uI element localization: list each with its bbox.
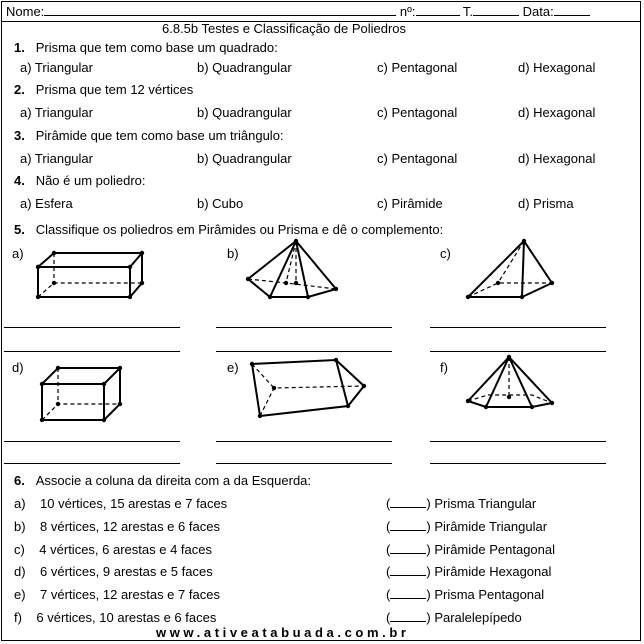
question-1-number: 1.	[14, 40, 25, 55]
q6-left-text: 6 vértices, 9 arestas e 5 faces	[40, 564, 213, 579]
name-blank[interactable]	[44, 15, 396, 16]
q6-right-item-5	[386, 587, 544, 602]
open-paren: (	[386, 496, 391, 511]
q6-left-text: 6 vértices, 10 arestas e 6 faces	[36, 610, 217, 625]
figure-b-pentagonal-pyramid	[240, 237, 350, 305]
q6-right-text: Paralelepípedo	[434, 610, 522, 625]
answer-line-d-2[interactable]	[4, 463, 180, 464]
close-paren: )	[426, 564, 431, 579]
question-2-text: Prisma que tem 12 vértices	[35, 82, 194, 97]
name-label: Nome:	[6, 4, 45, 19]
figure-e-triangular-prism	[244, 356, 370, 422]
q6-right-item-6	[386, 610, 522, 625]
question-5	[14, 222, 443, 237]
close-paren: )	[426, 610, 431, 625]
q6-right-text: Prisma Pentagonal	[434, 587, 545, 602]
q6-right-text: Pirâmide Pentagonal	[434, 542, 556, 557]
answer-line-c-2[interactable]	[430, 351, 606, 352]
q6-right-text: Pirâmide Triangular	[434, 519, 548, 534]
q4-option-a[interactable]: a) Esfera	[20, 196, 73, 211]
q2-option-d[interactable]: d) Hexagonal	[518, 105, 596, 120]
q6-left-letter: b)	[14, 519, 26, 534]
match-blank[interactable]	[390, 598, 426, 599]
class-label: T.	[462, 4, 474, 19]
answer-line-a-1[interactable]	[4, 327, 180, 328]
q6-left-item-c	[14, 542, 212, 557]
q6-left-letter: e)	[14, 587, 26, 602]
q6-right-text: Pirâmide Hexagonal	[434, 564, 552, 579]
match-blank[interactable]	[390, 553, 426, 554]
figure-c-pyramid	[460, 237, 560, 305]
q6-left-item-e	[14, 587, 220, 602]
q6-right-item-4	[386, 564, 551, 579]
q3-option-a[interactable]: a) Triangular	[20, 151, 93, 166]
q2-option-b[interactable]: b) Quadrangular	[197, 105, 292, 120]
figure-c-label: c)	[440, 246, 451, 261]
answer-line-d-1[interactable]	[4, 441, 180, 442]
answer-line-f-1[interactable]	[430, 441, 606, 442]
question-1	[14, 40, 278, 55]
q6-left-letter: c)	[14, 542, 25, 557]
figure-a-rectangular-prism	[30, 245, 150, 305]
answer-line-a-2[interactable]	[4, 351, 180, 352]
question-5-number: 5.	[14, 222, 25, 237]
q3-option-c[interactable]: c) Pentagonal	[377, 151, 458, 166]
question-3-text: Pirâmide que tem como base um triângulo:	[35, 128, 284, 143]
open-paren: (	[386, 519, 391, 534]
q6-left-item-f	[14, 610, 216, 625]
q6-left-item-b	[14, 519, 220, 534]
close-paren: )	[426, 496, 431, 511]
number-blank[interactable]	[416, 15, 460, 16]
q3-option-b[interactable]: b) Quadrangular	[197, 151, 292, 166]
number-label: nº:	[399, 4, 416, 19]
q6-left-letter: a)	[14, 496, 26, 511]
q6-right-item-2	[386, 519, 547, 534]
q1-option-c[interactable]: c) Pentagonal	[377, 60, 458, 75]
question-6	[14, 473, 311, 488]
q6-left-text: 8 vértices, 12 arestas e 6 faces	[40, 519, 220, 534]
question-2-number: 2.	[14, 82, 25, 97]
figure-d-cube	[36, 360, 126, 426]
q2-option-c[interactable]: c) Pentagonal	[377, 105, 458, 120]
class-blank[interactable]	[473, 15, 519, 16]
q6-left-text: 4 vértices, 6 arestas e 4 faces	[39, 542, 212, 557]
date-label: Data:	[522, 4, 554, 19]
q6-left-item-d	[14, 564, 213, 579]
q6-left-letter: f)	[14, 610, 22, 625]
answer-line-b-1[interactable]	[216, 327, 392, 328]
q6-right-item-3	[386, 542, 555, 557]
match-blank[interactable]	[390, 530, 426, 531]
figure-a-label: a)	[12, 246, 24, 261]
question-1-text: Prisma que tem como base um quadrado:	[35, 40, 278, 55]
question-3	[14, 128, 284, 143]
question-6-text: Associe a coluna da direita com a da Esquerda:	[35, 473, 312, 488]
answer-line-e-1[interactable]	[216, 441, 392, 442]
match-blank[interactable]	[390, 621, 426, 622]
q1-option-d[interactable]: d) Hexagonal	[518, 60, 596, 75]
q4-option-c[interactable]: c) Pirâmide	[377, 196, 443, 211]
q6-right-item-1	[386, 496, 536, 511]
question-6-number: 6.	[14, 473, 25, 488]
question-2	[14, 82, 193, 97]
question-4	[14, 173, 146, 188]
question-4-text: Não é um poliedro:	[35, 173, 146, 188]
open-paren: (	[386, 542, 391, 557]
close-paren: )	[426, 519, 431, 534]
q1-option-a[interactable]: a) Triangular	[20, 60, 93, 75]
footer-website: www.ativeatabuada.com.br	[156, 625, 410, 640]
figure-e-label: e)	[227, 360, 239, 375]
q4-option-d[interactable]: d) Prisma	[518, 196, 574, 211]
header-row	[6, 4, 590, 19]
open-paren: (	[386, 564, 391, 579]
answer-line-c-1[interactable]	[430, 327, 606, 328]
figure-f-label: f)	[440, 360, 448, 375]
q3-option-d[interactable]: d) Hexagonal	[518, 151, 596, 166]
q2-option-a[interactable]: a) Triangular	[20, 105, 93, 120]
q6-left-text: 10 vértices, 15 arestas e 7 faces	[40, 496, 228, 511]
question-5-text: Classifique os poliedros em Pirâmides ou Prisma e dê o complemento:	[35, 222, 444, 237]
answer-line-b-2[interactable]	[216, 351, 392, 352]
q4-option-b[interactable]: b) Cubo	[197, 196, 244, 211]
page-title: 6.8.5b Testes e Classificação de Poliedros	[162, 21, 407, 36]
question-4-number: 4.	[14, 173, 25, 188]
date-blank[interactable]	[554, 15, 590, 16]
open-paren: (	[386, 610, 391, 625]
q6-left-text: 7 vértices, 12 arestas e 7 faces	[40, 587, 220, 602]
close-paren: )	[426, 542, 431, 557]
answer-line-e-2[interactable]	[216, 463, 392, 464]
question-3-number: 3.	[14, 128, 25, 143]
q6-left-item-a	[14, 496, 227, 511]
answer-line-f-2[interactable]	[430, 463, 606, 464]
q6-right-text: Prisma Triangular	[434, 496, 537, 511]
open-paren: (	[386, 587, 391, 602]
match-blank[interactable]	[390, 575, 426, 576]
figure-b-label: b)	[227, 246, 239, 261]
q6-left-letter: d)	[14, 564, 26, 579]
figure-d-label: d)	[12, 360, 24, 375]
q1-option-b[interactable]: b) Quadrangular	[197, 60, 292, 75]
figure-f-hexagonal-pyramid	[462, 353, 562, 413]
match-blank[interactable]	[390, 507, 426, 508]
close-paren: )	[426, 587, 431, 602]
